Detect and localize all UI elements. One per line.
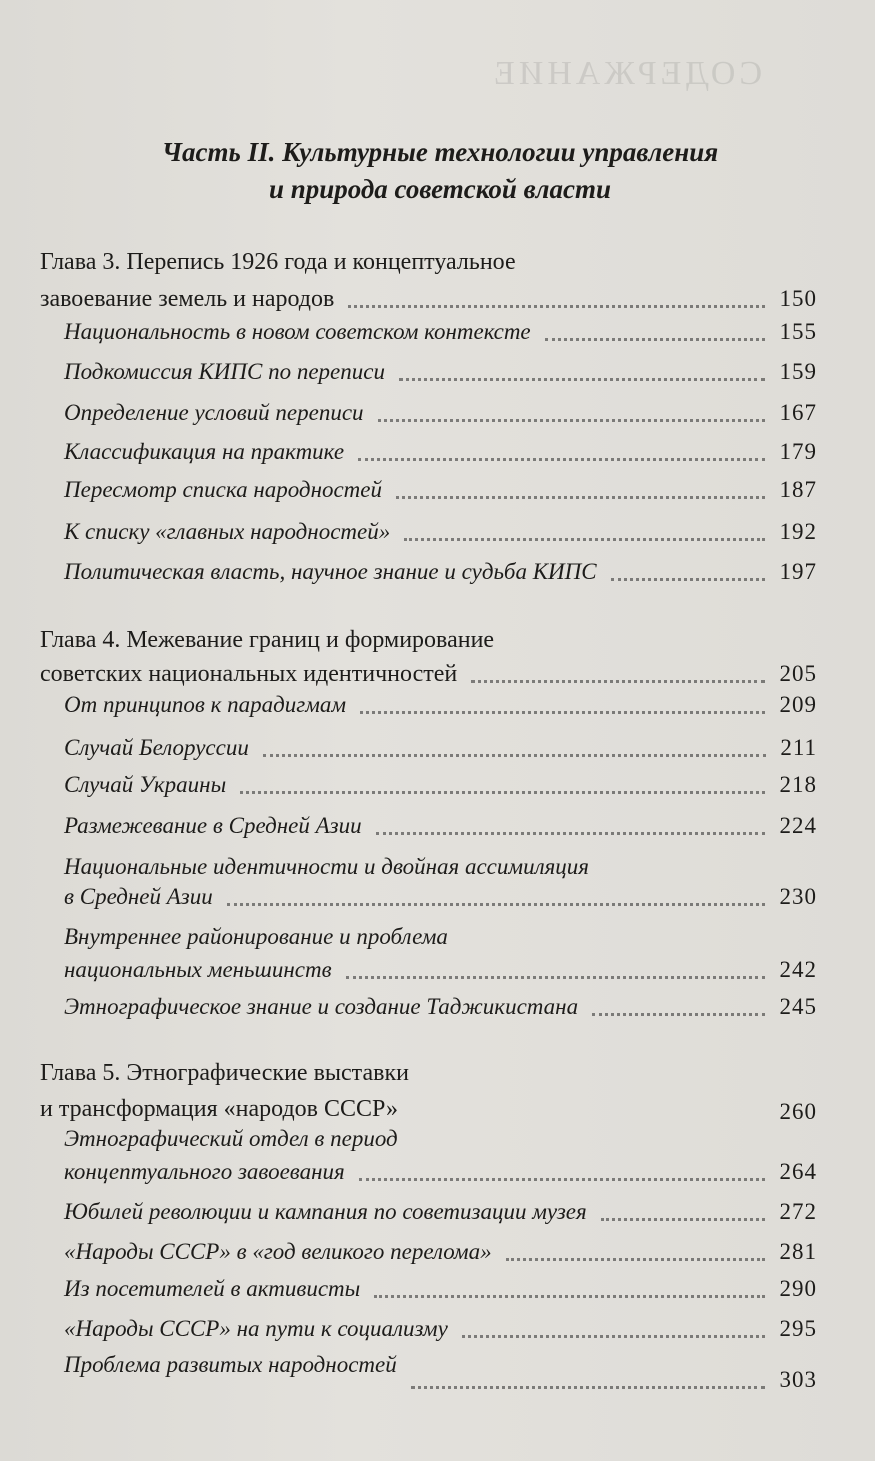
- section-title-line: Этнографический отдел в период: [64, 1126, 398, 1151]
- dot-leader: [374, 1291, 765, 1298]
- section-page-number: 230: [779, 884, 817, 909]
- section-page-number: 179: [779, 439, 817, 464]
- dot-leader: [411, 1382, 765, 1389]
- dot-leader: [592, 1009, 765, 1016]
- section-page-number: 224: [779, 813, 817, 838]
- section-title-line: «Народы СССР» на пути к социализму: [64, 1316, 448, 1341]
- section-page-number: 197: [779, 559, 817, 584]
- chapter-title-line: Глава 3. Перепись 1926 года и концептуальное: [40, 249, 516, 275]
- dot-leader: [346, 972, 765, 979]
- section-page-number: 209: [779, 692, 817, 717]
- dot-leader: [376, 828, 765, 835]
- part-title-line: Часть II. Культурные технологии управления: [161, 137, 719, 167]
- dot-leader: [396, 492, 765, 499]
- section-title-line: Размежевание в Средней Азии: [64, 813, 362, 838]
- section-title-line: «Народы СССР» в «год великого перелома»: [64, 1239, 492, 1264]
- chapter-title-line: Глава 5. Этнографические выставки: [40, 1060, 409, 1086]
- chapter-title-line: завоевание земель и народов: [40, 286, 335, 312]
- section-title-line: Из посетителей в активисты: [64, 1276, 361, 1301]
- section-title-line: От принципов к парадигмам: [64, 692, 347, 717]
- section-title-line: Юбилей революции и кампания по советизации музея: [64, 1199, 587, 1224]
- section-title-line: Политическая власть, научное знание и судьба КИПС: [64, 559, 597, 584]
- section-title-line: Проблема развитых народностей: [64, 1352, 397, 1377]
- section-page-number: 281: [779, 1239, 817, 1264]
- dot-leader: [240, 787, 765, 794]
- section-title-line: Национальные идентичности и двойная ассимиляция: [64, 854, 589, 879]
- section-page-number: 295: [779, 1316, 817, 1341]
- section-title-line: Этнографическое знание и создание Таджикистана: [64, 994, 579, 1019]
- chapter-title-line: Глава 4. Межевание границ и формирование: [40, 627, 495, 653]
- section-page-number: 303: [779, 1367, 817, 1392]
- chapter-page-number: 260: [779, 1099, 817, 1124]
- section-title-line: Случай Белоруссии: [64, 735, 249, 760]
- section-page-number: 187: [779, 477, 817, 502]
- chapter-title-line: и трансформация «народов СССР»: [40, 1096, 398, 1122]
- section-title-line: Подкомиссия КИПС по переписи: [64, 359, 385, 384]
- section-page-number: 211: [780, 735, 817, 760]
- section-title-line: национальных меньшинств: [64, 957, 332, 982]
- dot-leader: [227, 899, 765, 906]
- part-title-line: и природа советской власти: [268, 174, 612, 204]
- chapter-page-number: 205: [779, 661, 817, 686]
- section-title-line: К списку «главных народностей»: [64, 519, 391, 544]
- section-page-number: 192: [779, 519, 817, 544]
- section-title-line: Случай Украины: [64, 772, 227, 797]
- section-title-line: Пересмотр списка народностей: [64, 477, 383, 502]
- dot-leader: [263, 750, 766, 757]
- dot-leader: [359, 1174, 765, 1181]
- dot-leader: [471, 676, 765, 683]
- bleed-through-heading: СОДЕРЖАНИЕ: [490, 55, 763, 92]
- dot-leader: [399, 374, 765, 381]
- dot-leader: [506, 1254, 765, 1261]
- dot-leader: [545, 334, 765, 341]
- dot-leader: [360, 707, 765, 714]
- dot-leader: [404, 534, 765, 541]
- section-page-number: 272: [779, 1199, 817, 1224]
- chapter-title-line: советских национальных идентичностей: [40, 661, 458, 687]
- part-title: [40, 134, 840, 208]
- dot-leader: [378, 415, 765, 422]
- section-title-line: в Средней Азии: [64, 884, 213, 909]
- section-page-number: 290: [779, 1276, 817, 1301]
- section-page-number: 264: [779, 1159, 817, 1184]
- section-title-line: Классификация на практике: [64, 439, 345, 464]
- section-page-number: 245: [779, 994, 817, 1019]
- dot-leader: [462, 1331, 765, 1338]
- section-title-line: Внутреннее районирование и проблема: [64, 924, 448, 949]
- section-page-number: 167: [779, 400, 817, 425]
- section-title-line: Национальность в новом советском контексте: [64, 319, 531, 344]
- section-title-line: концептуального завоевания: [64, 1159, 345, 1184]
- section-page-number: 159: [779, 359, 817, 384]
- section-page-number: 155: [779, 319, 817, 344]
- dot-leader: [611, 574, 765, 581]
- section-title-line: Определение условий переписи: [64, 400, 364, 425]
- dot-leader: [358, 454, 765, 461]
- chapter-page-number: 150: [779, 286, 817, 311]
- section-page-number: 242: [779, 957, 817, 982]
- dot-leader: [601, 1214, 765, 1221]
- section-page-number: 218: [779, 772, 817, 797]
- dot-leader: [348, 301, 765, 308]
